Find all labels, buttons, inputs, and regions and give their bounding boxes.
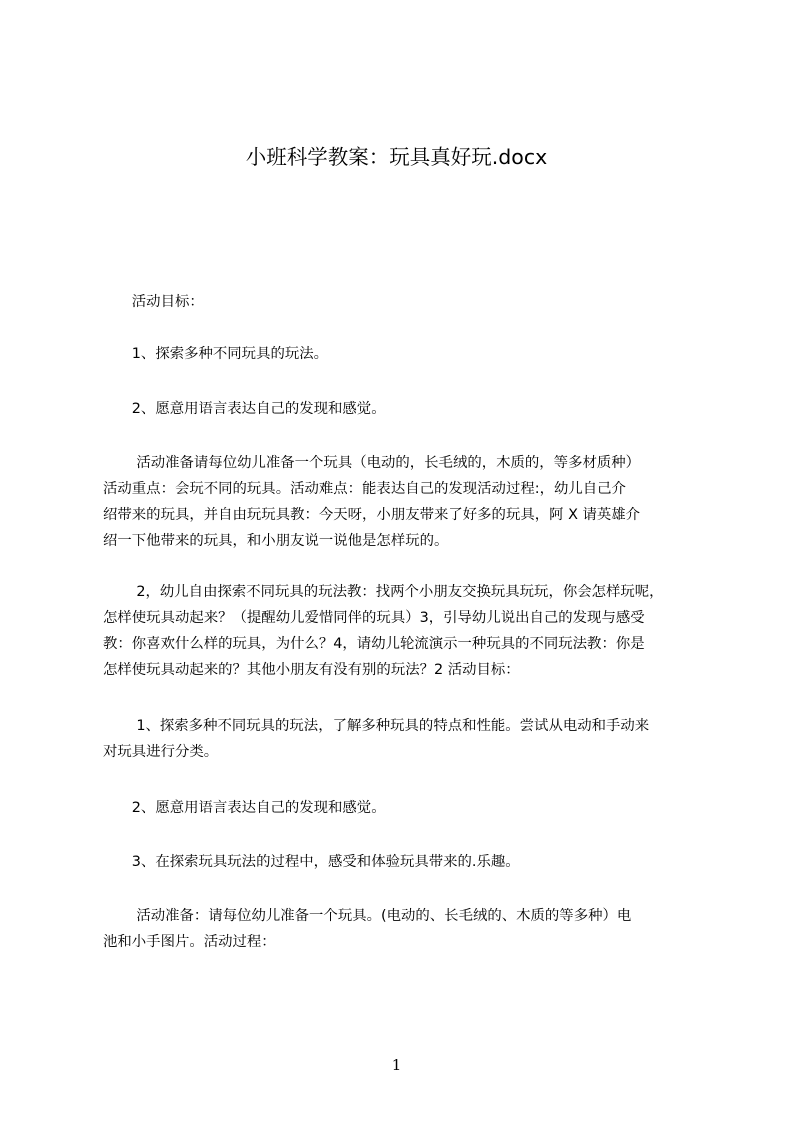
text-line: 绍带来的玩具，并自由玩玩具教：今天呀，小朋友带来了好多的玩具，阿 X 请英雄介	[103, 507, 641, 523]
paragraph-activity-preparation	[103, 903, 715, 955]
paragraph-objective-2	[103, 396, 715, 422]
text-line: 怎样使玩具动起来？（提醒幼儿爱惜同伴的玩具）3，引导幼儿说出自己的发现与感受	[103, 610, 645, 626]
text-line: 2，幼儿自由探索不同玩具的玩法教：找两个小朋友交换玩具玩玩，你会怎样玩呢，	[103, 584, 664, 600]
text-line: 1、探索多种不同玩具的玩法，了解多种玩具的特点和性能。尝试从电动和手动来	[103, 718, 650, 734]
paragraph-objective-express	[103, 795, 715, 821]
text-line: 2、愿意用语言表达自己的发现和感觉。	[103, 401, 386, 417]
paragraph-objective-explore-classify	[103, 713, 715, 765]
text-line: 活动目标：	[103, 294, 204, 310]
paragraph-objectives-heading	[103, 289, 715, 315]
text-line: 活动重点：会玩不同的玩具。活动难点：能表达自己的发现活动过程:，幼儿自己介	[103, 481, 626, 497]
paragraph-preparation-and-process	[103, 450, 715, 554]
text-line: 怎样使玩具动起来的？其他小朋友有没有别的玩法？2 活动目标：	[103, 662, 520, 678]
text-line: 池和小手图片。活动过程：	[103, 934, 276, 950]
text-line: 教：你喜欢什么样的玩具，为什么？4，请幼儿轮流演示一种玩具的不同玩法教：你是	[103, 636, 645, 652]
text-line: 绍一下他带来的玩具，和小朋友说一说他是怎样玩的。	[103, 533, 449, 549]
paragraph-objective-enjoy	[103, 849, 715, 875]
text-line: 活动准备：请每位幼儿准备一个玩具。(电动的、长毛绒的、木质的等多种）电	[103, 908, 632, 924]
text-line: 3、在探索玩具玩法的过程中，感受和体验玩具带来的.乐趣。	[103, 854, 520, 870]
text-line: 对玩具进行分类。	[103, 744, 219, 760]
paragraph-free-exploration	[103, 579, 715, 683]
page-number: 1	[391, 1056, 402, 1074]
text-line: 1、探索多种不同玩具的玩法。	[103, 346, 329, 362]
text-line: 2、愿意用语言表达自己的发现和感觉。	[103, 800, 386, 816]
document-title: 小班科学教案：玩具真好玩.docx	[245, 145, 548, 169]
text-line: 活动准备请每位幼儿准备一个玩具（电动的，长毛绒的，木质的，等多材质种）	[103, 455, 641, 471]
paragraph-objective-1	[103, 341, 715, 367]
